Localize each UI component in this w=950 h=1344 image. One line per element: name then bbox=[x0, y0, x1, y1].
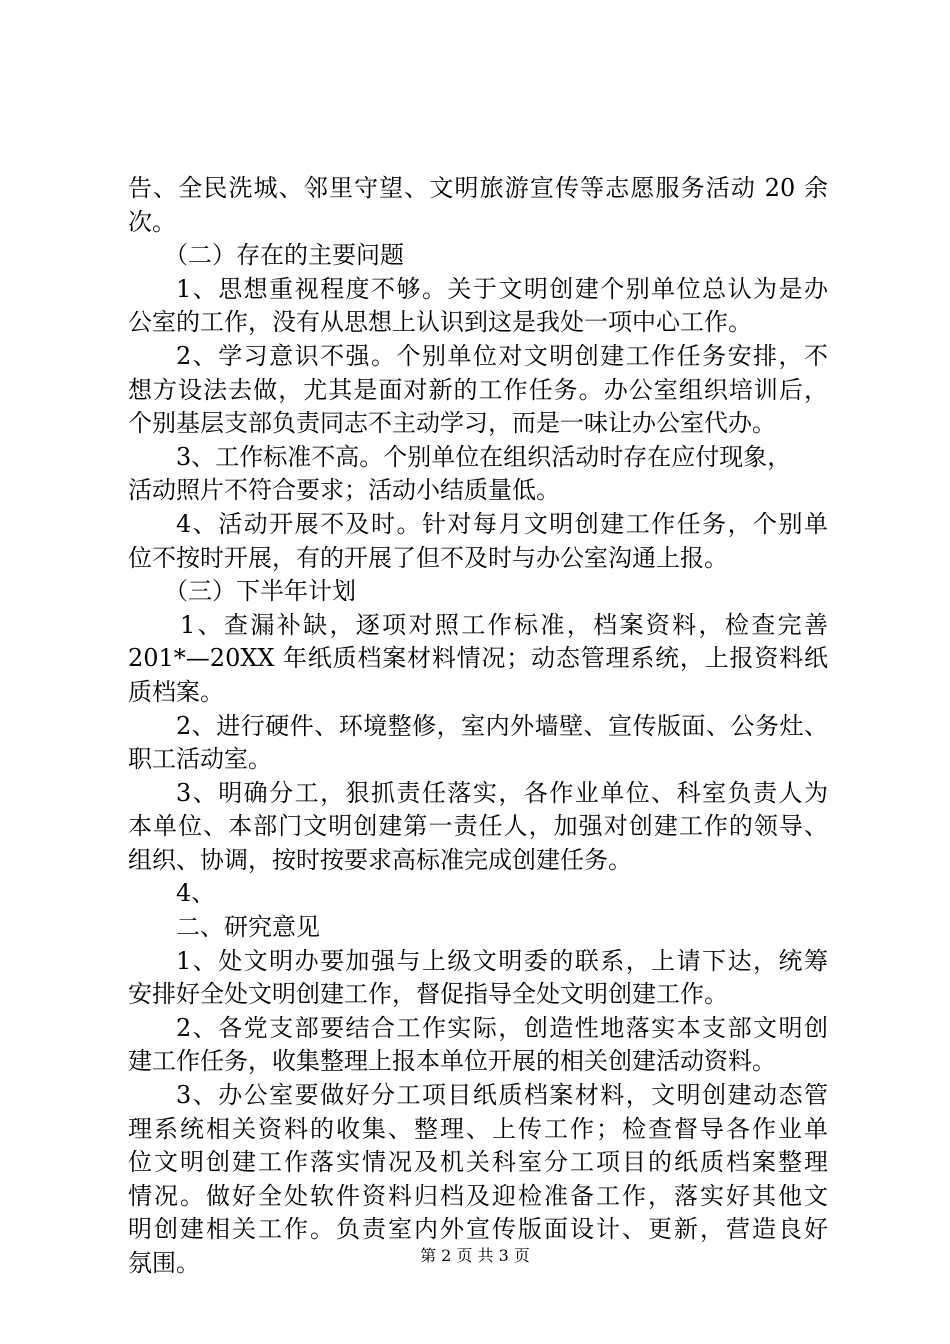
text-line: 4、活动开展不及时。针对每月文明创建工作任务，个别单 bbox=[176, 509, 828, 538]
text-line: 2、进行硬件、环境整修，室内外墙壁、宣传版面、公务灶、 bbox=[176, 711, 828, 740]
text-line: 位文明创建工作落实情况及机关科室分工项目的纸质档案整理 bbox=[128, 1148, 828, 1177]
text-line: 质档案。 bbox=[128, 677, 224, 706]
text-line: 1、思想重视程度不够。关于文明创建个别单位总认为是办 bbox=[176, 274, 828, 303]
text-line: 3、工作标准不高。个别单位在组织活动时存在应付现象， bbox=[176, 442, 792, 471]
page-footer: 第 2 页 共 3 页 bbox=[420, 1246, 530, 1265]
text-line: 2、学习意识不强。个别单位对文明创建工作任务安排，不 bbox=[176, 341, 828, 370]
text-line: 职工活动室。 bbox=[128, 745, 272, 774]
text-line: 氛围。 bbox=[128, 1249, 200, 1277]
text-line: 组织、协调，按时按要求高标准完成创建任务。 bbox=[128, 845, 632, 874]
document-body bbox=[128, 172, 828, 1281]
text-line: 活动照片不符合要求；活动小结质量低。 bbox=[128, 476, 560, 505]
text-line: 3、办公室要做好分工项目纸质档案材料，文明创建动态管 bbox=[176, 1081, 828, 1110]
text-line: 位不按时开展，有的开展了但不及时与办公室沟通上报。 bbox=[128, 543, 728, 572]
text-line: 个别基层支部负责同志不主动学习，而是一味让办公室代办。 bbox=[128, 409, 776, 438]
text-line: 2、各党支部要结合工作实际，创造性地落实本支部文明创 bbox=[176, 1013, 828, 1042]
text-line: 建工作任务，收集整理上报本单位开展的相关创建活动资料。 bbox=[128, 1047, 776, 1076]
text-line: 告、全民洗城、邻里守望、文明旅游宣传等志愿服务活动 20 余 bbox=[128, 174, 828, 202]
text-line: 明创建相关工作。负责室内外宣传版面设计、更新，营造良好 bbox=[128, 1215, 828, 1244]
text-line: （三）下半年计划 bbox=[164, 577, 356, 606]
text-line: 想方设法去做，尤其是面对新的工作任务。办公室组织培训后， bbox=[128, 375, 828, 404]
text-line: 次。 bbox=[128, 207, 176, 236]
text-line: 二、研究意见 bbox=[176, 913, 320, 942]
text-line: 理系统相关资料的收集、整理、上传工作；检查督导各作业单 bbox=[128, 1114, 828, 1143]
text-line: （二）存在的主要问题 bbox=[164, 241, 404, 270]
text-line: 4、 bbox=[176, 879, 216, 908]
text-line: 公室的工作，没有从思想上认识到这是我处一项中心工作。 bbox=[128, 308, 752, 337]
text-line: 1、处文明办要加强与上级文明委的联系，上请下达，统筹 bbox=[176, 946, 828, 975]
text-line: 1、查漏补缺，逐项对照工作标准，档案资料，检查完善 bbox=[180, 610, 828, 639]
text-line: 201*—20XX 年纸质档案材料情况；动态管理系统，上报资料纸 bbox=[128, 644, 828, 673]
text-line: 3、明确分工，狠抓责任落实，各作业单位、科室负责人为 bbox=[176, 778, 828, 807]
text-line: 本单位、本部门文明创建第一责任人，加强对创建工作的领导、 bbox=[128, 812, 828, 841]
text-line: 情况。做好全处软件资料归档及迎检准备工作，落实好其他文 bbox=[128, 1181, 828, 1210]
text-line: 安排好全处文明创建工作，督促指导全处文明创建工作。 bbox=[128, 980, 728, 1009]
